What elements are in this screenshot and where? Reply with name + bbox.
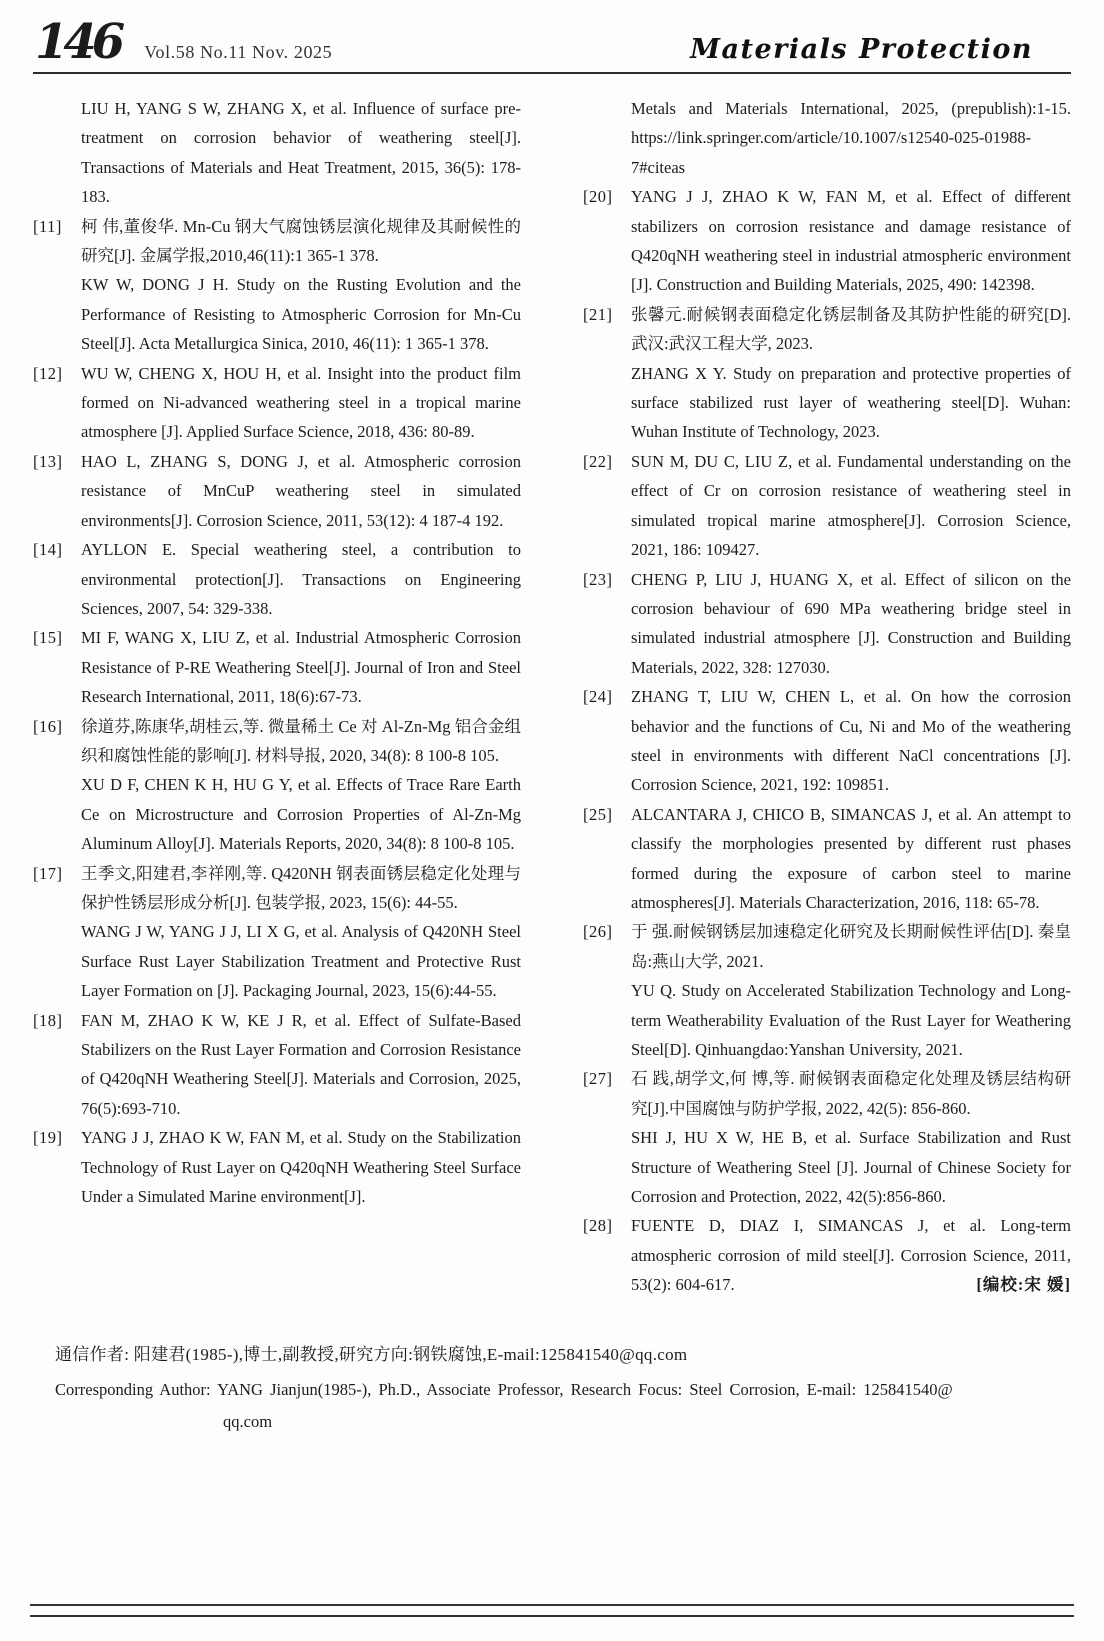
reference-number: [19] bbox=[33, 1128, 63, 1148]
editor-note: [编校:宋 媛] bbox=[976, 1275, 1071, 1295]
reference-body bbox=[631, 182, 1071, 300]
reference-number: [26] bbox=[583, 922, 613, 942]
reference-number: [25] bbox=[583, 804, 613, 824]
reference-body bbox=[81, 712, 521, 859]
journal-name: Materials Protection bbox=[690, 34, 1033, 65]
references-column-left bbox=[33, 94, 521, 1300]
reference-entry bbox=[583, 1064, 1071, 1211]
reference-text: FAN M, ZHAO K W, KE J R, et al. Effect of Sulfate-Based Stabilizers on the Rust Layer Formation and Corrosion Resistance of Q420qNH Weathering Steel[J]. Materials and Corrosion, 2025, 76(5):693-710. bbox=[81, 1010, 521, 1118]
reference-number: [20] bbox=[583, 187, 613, 207]
reference-entry bbox=[33, 535, 521, 623]
issue-info: Vol.58 No.11 Nov. 2025 bbox=[144, 42, 333, 62]
reference-text: YANG J J, ZHAO K W, FAN M, et al. Effect of different stabilizers on corrosion resistance and damage resistance of Q420qNH weathering steel in industrial atmospheric environment [J]. Construction and Building Materials, 2025, 490: 142398. bbox=[631, 187, 1071, 295]
reference-number: [12] bbox=[33, 363, 63, 383]
reference-text: KW W, DONG J H. Study on the Rusting Evolution and the Performance of Resisting to Atmospheric Corrosion for Mn-Cu Steel[J]. Acta Metallurgica Sinica, 2010, 46(11): 1 365-1 378. bbox=[81, 275, 521, 354]
reference-entry bbox=[583, 182, 1071, 300]
reference-body bbox=[81, 359, 521, 447]
reference-text: SUN M, DU C, LIU Z, et al. Fundamental understanding on the effect of Cr on corrosion resistance of weathering steel in simulated tropical marine atmosphere[J]. Corrosion Science, 2021, 186: 109427. bbox=[631, 451, 1071, 560]
header-rule bbox=[33, 72, 1071, 74]
reference-text: SHI J, HU X W, HE B, et al. Surface Stabilization and Rust Structure of Weathering Steel [J]. Journal of Chinese Society for Corrosion and Protection, 2022, 42(5):856-860. bbox=[631, 1128, 1071, 1207]
corresponding-author-en: Corresponding Author: YANG Jianjun(1985-), Ph.D., Associate Professor, Research Focus: Steel Corrosion, E-mail: 125841540@ bbox=[55, 1379, 953, 1399]
reference-number: [15] bbox=[33, 628, 63, 648]
reference-entry bbox=[33, 447, 521, 535]
reference-number: [18] bbox=[33, 1010, 63, 1030]
reference-text: ZHANG X Y. Study on preparation and protective properties of surface stabilized rust layer of weathering steel[D]. Wuhan: Wuhan Institute of Technology, 2023. bbox=[631, 363, 1071, 442]
reference-body bbox=[81, 535, 521, 623]
page-number: 146 bbox=[35, 14, 121, 70]
reference-number: [11] bbox=[33, 216, 62, 236]
reference-entry bbox=[583, 447, 1071, 565]
reference-entry bbox=[33, 859, 521, 1006]
reference-body bbox=[631, 1064, 1071, 1211]
reference-text: LIU H, YANG S W, ZHANG X, et al. Influence of surface pre-treatment on corrosion behavior of weathering steel[J]. Transactions of Materials and Heat Treatment, 2015, 36(5): 178-183. bbox=[81, 99, 521, 207]
reference-entry bbox=[33, 94, 521, 212]
reference-number: [16] bbox=[33, 716, 63, 736]
reference-text: 柯 伟,董俊华. Mn-Cu 钢大气腐蚀锈层演化规律及其耐候性的研究[J]. 金属学报,2010,46(11):1 365-1 378. bbox=[81, 216, 521, 266]
reference-text: XU D F, CHEN K H, HU G Y, et al. Effects of Trace Rare Earth Ce on Microstructure and Corrosion Properties of Al-Zn-Mg Aluminum Alloy[J]. Materials Reports, 2020, 34(8): 8 100-8 105. bbox=[81, 775, 521, 854]
reference-text: CHENG P, LIU J, HUANG X, et al. Effect of silicon on the corrosion behaviour of 690 MPa weathering bridge steel in simulated industrial atmosphere [J]. Construction and Building Materials, 2022, 328: 127030. bbox=[631, 569, 1071, 677]
reference-text: YANG J J, ZHAO K W, FAN M, et al. Study on the Stabilization Technology of Rust Layer on Q420qNH Weathering Steel Surface Under a Simulated Marine environment[J]. bbox=[81, 1128, 521, 1207]
reference-body bbox=[631, 300, 1071, 447]
reference-entry bbox=[33, 623, 521, 711]
reference-number: [27] bbox=[583, 1069, 613, 1089]
header-left bbox=[35, 14, 333, 70]
reference-entry bbox=[583, 917, 1071, 1064]
reference-body bbox=[81, 1123, 521, 1211]
reference-body bbox=[631, 917, 1071, 1064]
reference-number: [14] bbox=[33, 540, 63, 560]
reference-number: [13] bbox=[33, 451, 63, 471]
reference-entry bbox=[33, 212, 521, 359]
reference-text: 徐道芬,陈康华,胡桂云,等. 微量稀土 Ce 对 Al-Zn-Mg 铝合金组织和腐蚀性能的影响[J]. 材料导报, 2020, 34(8): 8 100-8 105. bbox=[81, 716, 521, 765]
reference-body bbox=[631, 94, 1071, 182]
reference-body bbox=[631, 565, 1071, 683]
reference-text: FUENTE D, DIAZ I, SIMANCAS J, et al. Long-term atmospheric corrosion of mild steel[J]. Corrosion Science, 2011, 53(2): 604-617. [编校:宋 媛] bbox=[631, 1211, 1071, 1299]
corresponding-author-cn: 通信作者: 阳建君(1985-),博士,副教授,研究方向:钢铁腐蚀,E-mail:125841540@qq.com bbox=[55, 1344, 688, 1364]
reference-body bbox=[81, 1006, 521, 1124]
reference-number: [21] bbox=[583, 304, 613, 324]
reference-text: 石 践,胡学文,何 博,等. 耐候钢表面稳定化处理及锈层结构研究[J].中国腐蚀与防护学报, 2022, 42(5): 856-860. bbox=[631, 1069, 1071, 1118]
reference-text: WU W, CHENG X, HOU H, et al. Insight into the product film formed on Ni-advanced weathering steel in a tropical marine atmosphere [J]. Applied Surface Science, 2018, 436: 80-89. bbox=[81, 363, 521, 442]
bottom-double-rule bbox=[30, 1604, 1074, 1617]
reference-number: [22] bbox=[583, 451, 613, 471]
reference-body bbox=[81, 623, 521, 711]
reference-entry bbox=[583, 565, 1071, 683]
reference-text: 张馨元.耐候钢表面稳定化锈层制备及其防护性能的研究[D]. 武汉:武汉工程大学, 2023. bbox=[631, 304, 1071, 354]
reference-entry bbox=[33, 712, 521, 859]
reference-entry bbox=[583, 1211, 1071, 1299]
reference-text: ALCANTARA J, CHICO B, SIMANCAS J, et al. An attempt to classify the morphologies presented by different rust phases formed during the exposure of carbon steel to marine atmospheres[J]. Materials Characterization, 2016, 118: 65-78. bbox=[631, 804, 1071, 912]
reference-body bbox=[631, 1211, 1071, 1299]
references-column-right bbox=[583, 94, 1071, 1300]
reference-text: WANG J W, YANG J J, LI X G, et al. Analysis of Q420NH Steel Surface Rust Layer Stabilization Treatment and Protective Rust Layer Formation on [J]. Packaging Journal, 2023, 15(6):44-55. bbox=[81, 922, 521, 1001]
reference-body bbox=[631, 447, 1071, 565]
reference-text: Metals and Materials International, 2025, (prepublish):1-15. https://link.springer.com/article/10.1007/s12540-025-01988-7#citeas bbox=[631, 99, 1071, 177]
reference-entry bbox=[583, 300, 1071, 447]
reference-body bbox=[81, 94, 521, 212]
reference-text: 王季文,阳建君,李祥刚,等. Q420NH 钢表面锈层稳定化处理与保护性锈层形成分析[J]. 包装学报, 2023, 15(6): 44-55. bbox=[81, 863, 521, 912]
reference-body bbox=[631, 800, 1071, 918]
reference-text: YU Q. Study on Accelerated Stabilization Technology and Long-term Weatherability Evaluation of the Rust Layer for Weathering Steel[D]. Qinhuangdao:Yanshan University, 2021. bbox=[631, 981, 1071, 1059]
reference-number: [28] bbox=[583, 1216, 613, 1236]
reference-entry bbox=[33, 1123, 521, 1211]
reference-body bbox=[631, 682, 1071, 800]
reference-entry bbox=[33, 1006, 521, 1124]
corresponding-author-en-continuation: qq.com bbox=[223, 1411, 273, 1431]
page-header bbox=[33, 14, 1071, 70]
reference-number: [24] bbox=[583, 687, 613, 707]
reference-number: [17] bbox=[33, 863, 63, 883]
reference-entry bbox=[583, 682, 1071, 800]
reference-text: MI F, WANG X, LIU Z, et al. Industrial Atmospheric Corrosion Resistance of P-RE Weathering Steel[J]. Journal of Iron and Steel Research International, 2011, 18(6):67-73. bbox=[81, 628, 521, 707]
reference-entry bbox=[583, 800, 1071, 918]
references-section bbox=[33, 94, 1071, 1300]
reference-body bbox=[81, 212, 521, 359]
reference-text: HAO L, ZHANG S, DONG J, et al. Atmospheric corrosion resistance of MnCuP weathering steel in simulated environments[J]. Corrosion Science, 2011, 53(12): 4 187-4 192. bbox=[81, 451, 521, 530]
footer bbox=[33, 1340, 1071, 1432]
reference-number: [23] bbox=[583, 569, 613, 589]
reference-body bbox=[81, 859, 521, 1006]
reference-text: AYLLON E. Special weathering steel, a contribution to environmental protection[J]. Transactions on Engineering Sciences, 2007, 54: 329-338. bbox=[81, 540, 521, 618]
reference-body bbox=[81, 447, 521, 535]
reference-entry bbox=[583, 94, 1071, 182]
reference-text: 于 强.耐候钢锈层加速稳定化研究及长期耐候性评估[D]. 秦皇岛:燕山大学, 2021. bbox=[631, 922, 1071, 971]
reference-text: ZHANG T, LIU W, CHEN L, et al. On how the corrosion behavior and the functions of Cu, Ni and Mo of the weathering steel in environments with different NaCl concentrations [J]. Corrosion Science, 2021, 192: 109851. bbox=[631, 687, 1071, 795]
reference-entry bbox=[33, 359, 521, 447]
